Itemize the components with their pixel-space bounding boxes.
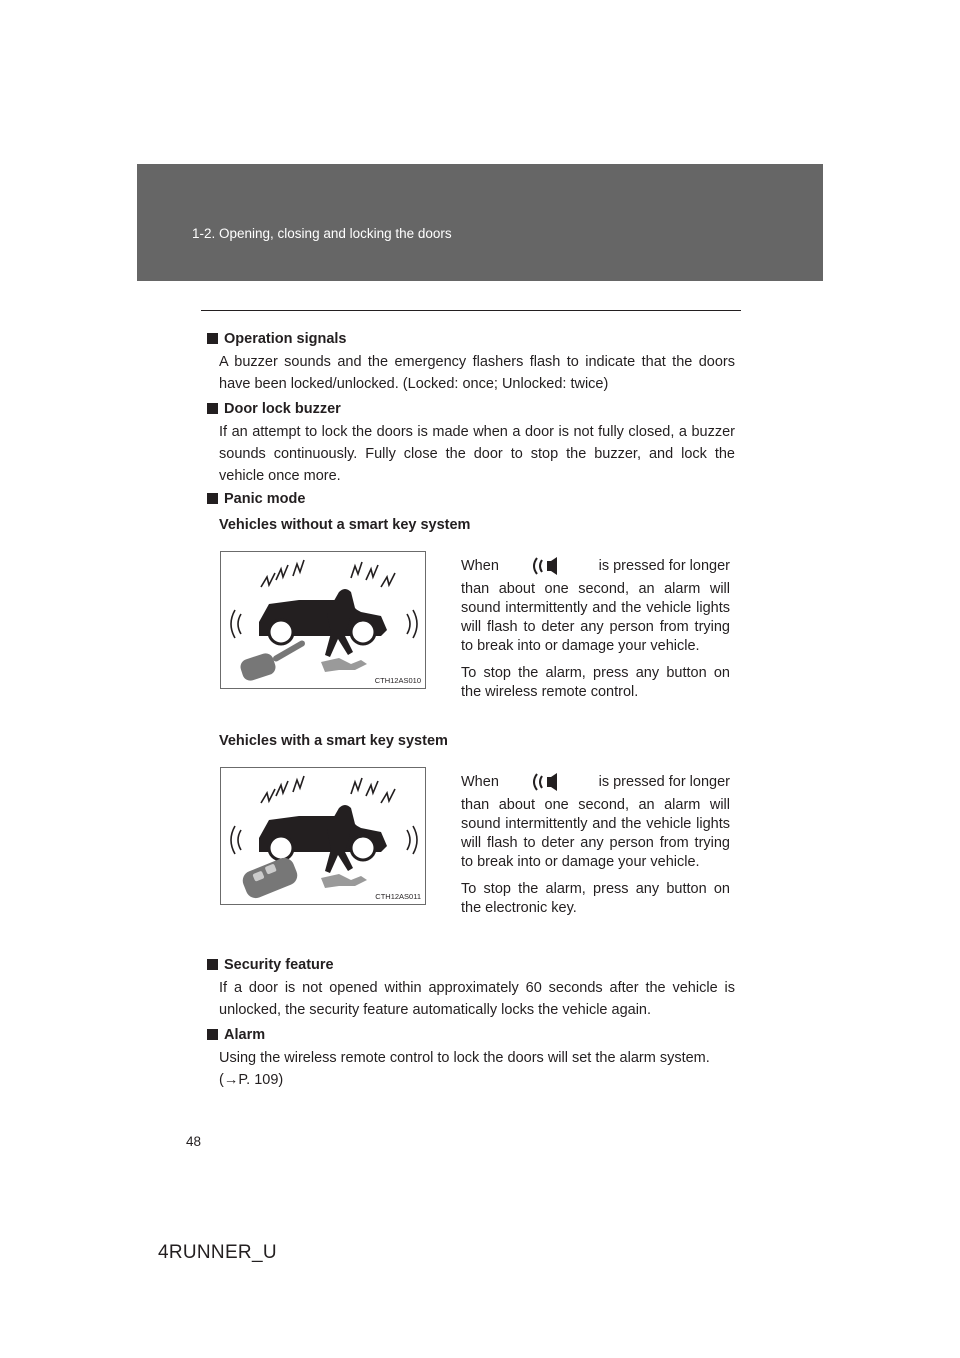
square-bullet-icon [207, 333, 218, 344]
section-divider [201, 310, 741, 311]
operation-signals-text: A buzzer sounds and the emergency flashers flash to indicate that the doors have been locked/unlocked. (Locked: once; Unlocked: twice) [219, 354, 735, 392]
figure-code: CTH12AS011 [375, 892, 421, 901]
when-line [461, 555, 730, 577]
alarm-text [219, 1047, 735, 1091]
panic-desc-text: than about one second, an alarm will sound intermittently and the vehicle lights will flash to deter any person from trying to break into or damage your vehicle. [461, 581, 730, 654]
panic-desc-text: than about one second, an alarm will sound intermittently and the vehicle lights will flash to deter any person from trying to break into or damage your vehicle. [461, 797, 730, 870]
pressed-text: is pressed for longer [598, 557, 730, 574]
figure-panic-with-smart-key [220, 767, 426, 905]
vehicle-alarm-illustration [221, 768, 427, 906]
panic-desc-without-smart-key [461, 555, 730, 710]
panic-button-icon [529, 555, 569, 577]
heading-panic-mode [207, 489, 305, 509]
alarm-body: Using the wireless remote control to lock the doors will set the alarm system. [219, 1050, 710, 1066]
pressed-text: is pressed for longer [598, 773, 730, 790]
label-without-smart-key: Vehicles without a smart key system [219, 517, 471, 533]
heading-text: Operation signals [224, 331, 347, 347]
heading-alarm [207, 1025, 265, 1045]
heading-door-lock-buzzer [207, 399, 341, 419]
square-bullet-icon [207, 403, 218, 414]
when-text: When [461, 773, 499, 790]
chapter-title: 1-2. Opening, closing and locking the doors [192, 226, 452, 241]
label-with-smart-key: Vehicles with a smart key system [219, 733, 448, 749]
chapter-header [137, 164, 823, 281]
when-line [461, 771, 730, 793]
page-reference-link[interactable]: (→P. 109) [219, 1072, 284, 1088]
when-text: When [461, 557, 499, 574]
heading-text: Panic mode [224, 491, 306, 507]
heading-text: Alarm [224, 1027, 266, 1043]
panic-stop-text: To stop the alarm, press any button on the wireless remote control. [461, 665, 730, 700]
figure-panic-without-smart-key [220, 551, 426, 689]
square-bullet-icon [207, 959, 218, 970]
page-number: 48 [186, 1134, 202, 1149]
door-lock-buzzer-text: If an attempt to lock the doors is made when a door is not fully closed, a buzzer sounds continuously. Fully close the door to stop the buzzer, and lock the vehicle once more. [219, 424, 735, 484]
security-feature-text: If a door is not opened within approximately 60 seconds after the vehicle is unlocked, the security feature automatically locks the vehicle again. [219, 980, 735, 1018]
square-bullet-icon [207, 493, 218, 504]
square-bullet-icon [207, 1029, 218, 1040]
heading-operation-signals [207, 329, 346, 349]
heading-text: Security feature [224, 957, 334, 973]
panic-stop-text: To stop the alarm, press any button on the electronic key. [461, 881, 730, 916]
vehicle-alarm-illustration [221, 552, 427, 690]
panic-button-icon [529, 771, 569, 793]
panic-desc-with-smart-key [461, 771, 730, 926]
figure-code: CTH12AS010 [374, 676, 421, 685]
heading-text: Door lock buzzer [224, 401, 341, 417]
heading-security-feature [207, 955, 334, 975]
model-footer: 4RUNNER_U [158, 1242, 277, 1263]
